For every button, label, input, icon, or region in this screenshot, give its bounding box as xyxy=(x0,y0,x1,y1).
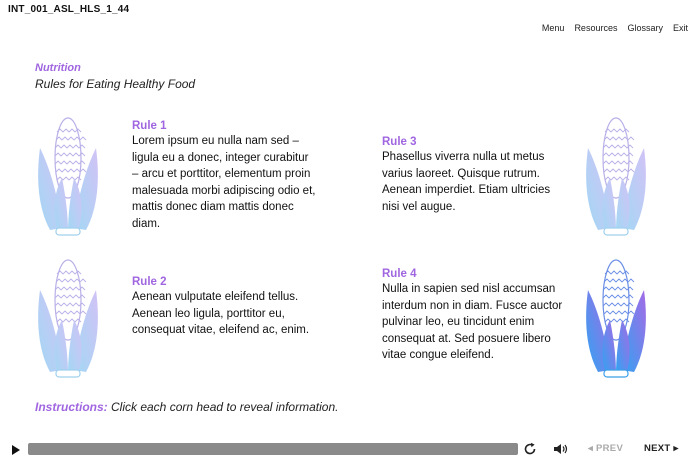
nav-exit[interactable]: Exit xyxy=(672,23,688,33)
rule-3-title: Rule 3 xyxy=(382,136,417,148)
rule-3 xyxy=(382,136,567,215)
instructions-label: Instructions: xyxy=(35,400,108,414)
corn-icon-rule-3[interactable] xyxy=(584,108,648,238)
page-subtitle: Rules for Eating Healthy Food xyxy=(35,77,196,91)
section-title: Nutrition xyxy=(35,62,81,74)
rule-1-text: Lorem ipsum eu nulla nam sed – ligula eu a donec, integer curabitur – arcu et porttitor, elementum proin malesuada morbi adipiscing odio et, mattis donec diam mattis donec diam. xyxy=(132,135,316,230)
volume-icon[interactable] xyxy=(552,441,570,457)
instructions xyxy=(35,400,338,414)
rule-1-title: Rule 1 xyxy=(132,120,167,132)
corn-icon-rule-4[interactable] xyxy=(584,250,648,380)
nav-resources[interactable]: Resources xyxy=(574,23,618,33)
corn-icon-rule-2[interactable] xyxy=(36,250,100,380)
replay-icon[interactable] xyxy=(522,441,538,457)
rule-3-text: Phasellus viverra nulla ut metus varius laoreet. Quisque rutrum. Aenean imperdiet. Etiam ultricies nisi vel augue. xyxy=(382,151,551,213)
instructions-text: Click each corn head to reveal information. xyxy=(107,400,339,414)
play-icon[interactable] xyxy=(10,443,22,457)
rule-2 xyxy=(132,276,317,339)
rule-4 xyxy=(382,268,572,364)
nav-glossary[interactable]: Glossary xyxy=(627,23,663,33)
prev-button[interactable]: ◂ PREV xyxy=(588,443,624,454)
rule-2-text: Aenean vulputate eleifend tellus. Aenean leo ligula, porttitor eu, consequat vitae, eleifend ac, enim. xyxy=(132,291,310,336)
rule-2-title: Rule 2 xyxy=(132,276,167,288)
corn-icon-rule-1[interactable] xyxy=(36,108,100,238)
next-button[interactable]: NEXT ▸ xyxy=(644,443,679,454)
rule-1 xyxy=(132,120,317,232)
nav-menu[interactable]: Menu xyxy=(541,23,565,33)
rule-4-title: Rule 4 xyxy=(382,268,417,280)
progress-track[interactable] xyxy=(28,443,518,455)
course-id: INT_001_ASL_HLS_1_44 xyxy=(8,4,130,15)
top-nav xyxy=(542,23,688,33)
rule-4-text: Nulla in sapien sed nisl accumsan interdum non in diam. Fusce auctor pulvinar leo, eu tincidunt enim consequat at. Sed posuere libero vitae congue eleifend. xyxy=(382,283,563,361)
player-bar xyxy=(0,434,700,470)
